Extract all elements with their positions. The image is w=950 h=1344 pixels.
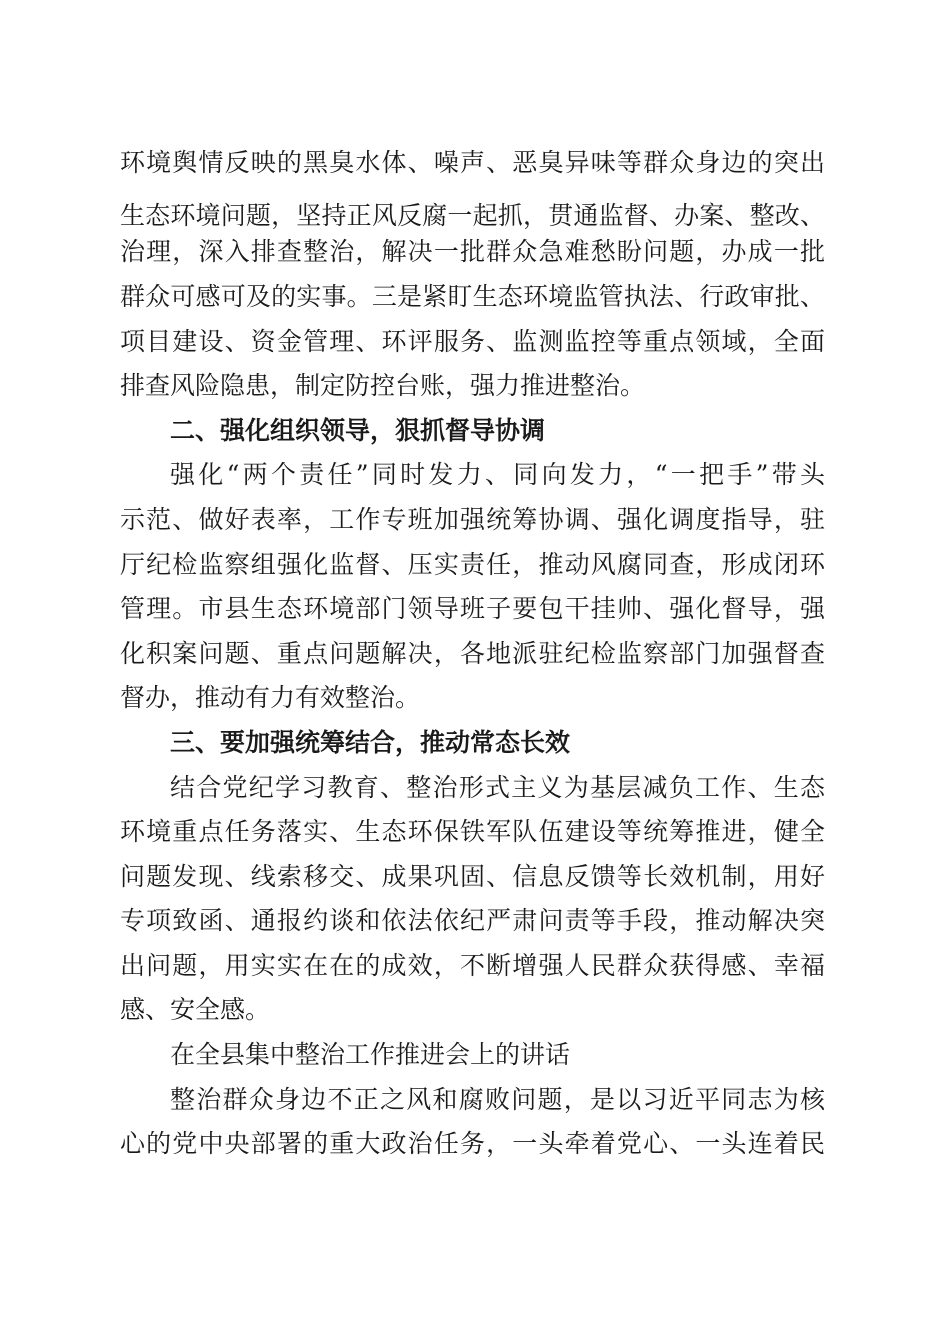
section-heading-2: 二、强化组织领导，狠抓督导协调 bbox=[170, 416, 546, 445]
text-line-9: 示范、做好表率，工作专班加强统筹协调、强化调度指导，驻 bbox=[120, 505, 825, 534]
text-line-23: 心的党中央部署的重大政治任务，一头牵着党心、一头连着民 bbox=[120, 1129, 825, 1158]
text-line-17: 问题发现、线索移交、成果巩固、信息反馈等长效机制，用好 bbox=[120, 862, 825, 891]
text-line-5: 项目建设、资金管理、环评服务、监测监控等重点领域，全面 bbox=[120, 327, 825, 356]
text-line-16: 环境重点任务落实、生态环保铁军队伍建设等统筹推进，健全 bbox=[120, 817, 825, 846]
text-line-8: 强化“两个责任”同时发力、同向发力，“一把手”带头 bbox=[170, 460, 825, 489]
text-line-4: 群众可感可及的实事。三是紧盯生态环境监管执法、行政审批、 bbox=[120, 282, 825, 311]
text-line-20: 感、安全感。 bbox=[120, 995, 271, 1024]
text-line-2: 生态环境问题，坚持正风反腐一起抓，贯通监督、办案、整改、 bbox=[120, 201, 825, 230]
text-line-6: 排查风险隐患，制定防控台账，强力推进整治。 bbox=[120, 371, 646, 400]
text-line-11: 管理。市县生态环境部门领导班子要包干挂帅、强化督导，强 bbox=[120, 594, 825, 623]
text-line-12: 化积案问题、重点问题解决，各地派驻纪检监察部门加强督查 bbox=[120, 639, 825, 668]
text-line-18: 专项致函、通报约谈和依法依纪严肃问责等手段，推动解决突 bbox=[120, 906, 825, 935]
section-heading-3: 三、要加强统筹结合，推动常态长效 bbox=[170, 728, 571, 757]
text-line-22: 整治群众身边不正之风和腐败问题，是以习近平同志为核 bbox=[170, 1085, 825, 1114]
speech-title: 在全县集中整治工作推进会上的讲话 bbox=[170, 1040, 571, 1069]
text-line-19: 出问题，用实实在在的成效，不断增强人民群众获得感、幸福 bbox=[120, 951, 825, 980]
text-line-13: 督办，推动有力有效整治。 bbox=[120, 683, 421, 712]
text-line-10: 厅纪检监察组强化监督、压实责任，推动风腐同查，形成闭环 bbox=[120, 550, 825, 579]
text-line-1: 环境舆情反映的黑臭水体、噪声、恶臭异味等群众身边的突出 bbox=[120, 148, 825, 177]
text-line-15: 结合党纪学习教育、整治形式主义为基层减负工作、生态 bbox=[170, 773, 825, 802]
text-line-3: 治理，深入排查整治，解决一批群众急难愁盼问题，办成一批 bbox=[120, 237, 825, 266]
